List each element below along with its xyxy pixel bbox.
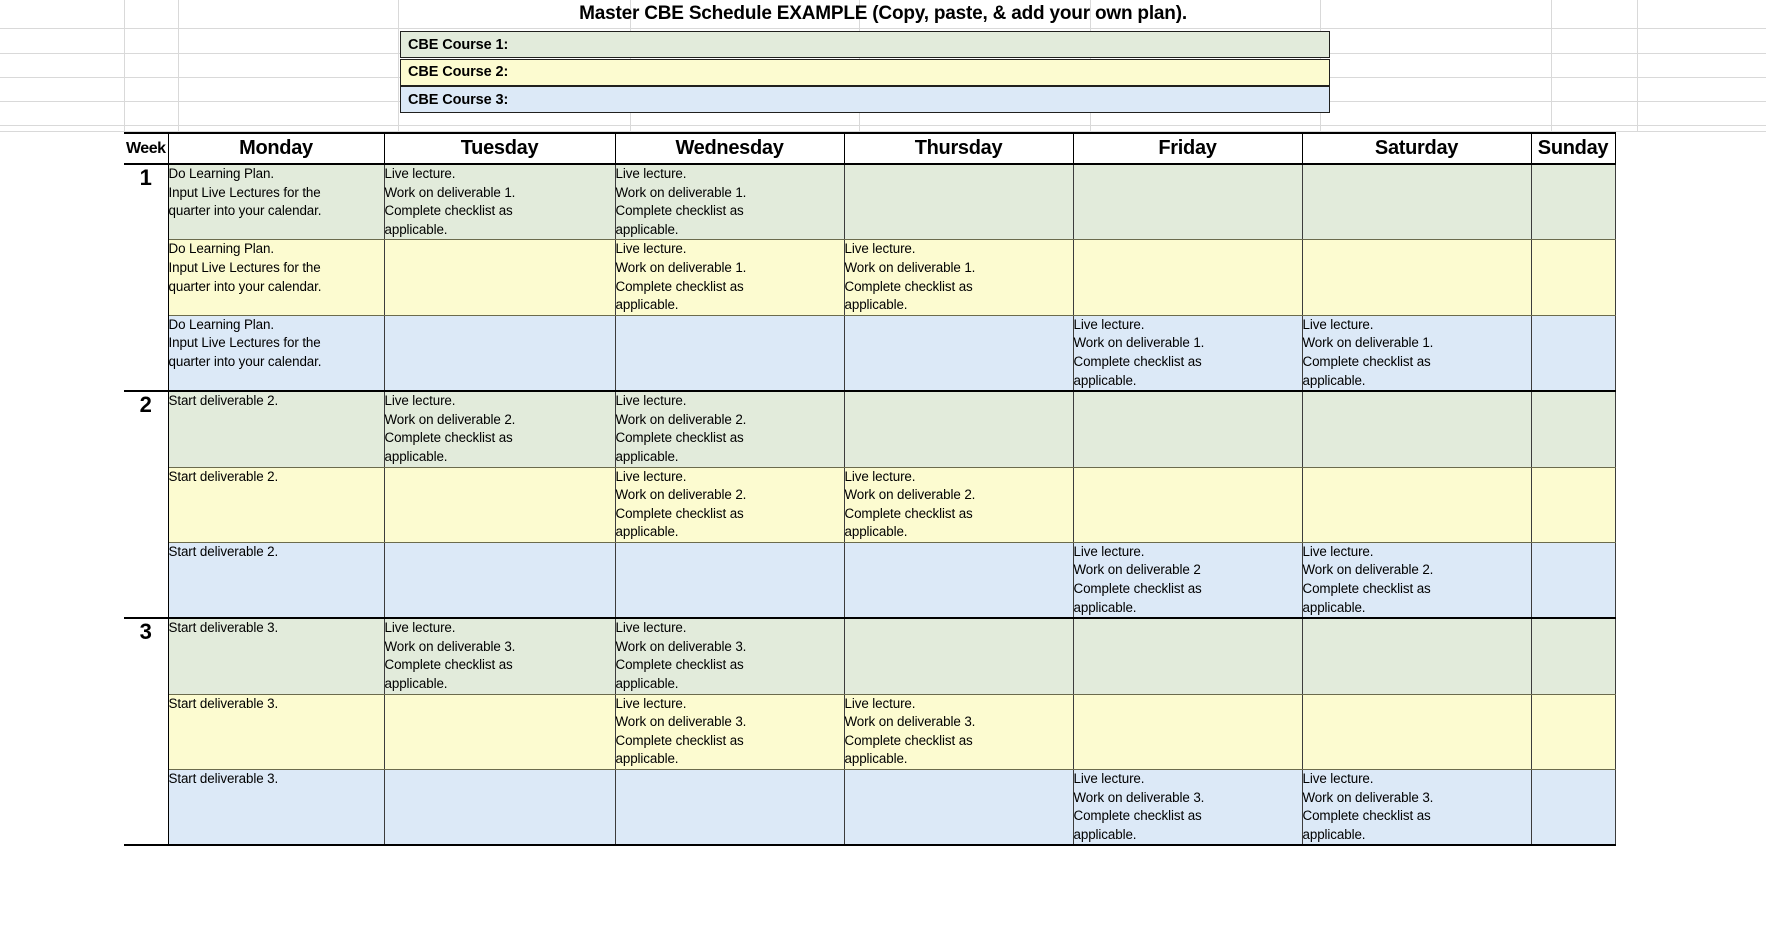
- page-title: Master CBE Schedule EXAMPLE (Copy, paste, & add your own plan).: [579, 3, 1187, 24]
- course-legend-1[interactable]: [400, 31, 1330, 58]
- cell-text-line: Live lecture.: [1073, 316, 1145, 332]
- schedule-cell-tuesday[interactable]: [384, 618, 615, 694]
- cell-text-line: applicable.: [1073, 599, 1137, 615]
- schedule-cell-saturday[interactable]: [1302, 542, 1531, 618]
- schedule-table-body: [124, 164, 1615, 845]
- schedule-cell-saturday[interactable]: [1302, 315, 1531, 391]
- course-legend-3[interactable]: [400, 86, 1330, 113]
- cell-text-line: Work on deliverable 2.: [844, 487, 976, 503]
- column-header-week: Week: [124, 133, 168, 164]
- cell-text-line: Work on deliverable 1.: [844, 259, 976, 275]
- cell-text-line: Start deliverable 3.: [168, 695, 279, 711]
- cell-text-line: Work on deliverable 1.: [1073, 335, 1205, 351]
- cell-text-line: Work on deliverable 3.: [844, 714, 976, 730]
- schedule-cell-friday[interactable]: [1073, 542, 1302, 618]
- cell-text-line: Work on deliverable 3.: [615, 638, 747, 654]
- cell-text-line: quarter into your calendar.: [168, 203, 322, 219]
- cell-text-line: Work on deliverable 1.: [1302, 335, 1434, 351]
- schedule-cell-saturday[interactable]: [1302, 240, 1531, 315]
- course-legend-2[interactable]: [400, 59, 1330, 86]
- schedule-cell-sunday[interactable]: [1531, 618, 1615, 694]
- cell-text-line: Input Live Lectures for the: [168, 335, 321, 351]
- cell-text-line: Work on deliverable 2.: [615, 487, 747, 503]
- cell-text-line: Live lecture.: [1302, 771, 1374, 786]
- schedule-cell-wednesday[interactable]: [615, 694, 844, 769]
- schedule-cell-friday[interactable]: [1073, 315, 1302, 391]
- cell-text-line: Complete checklist as: [384, 203, 513, 219]
- column-header-thursday: Thursday: [844, 133, 1073, 164]
- column-header-tuesday: Tuesday: [384, 133, 615, 164]
- cell-text-line: Complete checklist as: [844, 732, 973, 748]
- gridline-horizontal: [0, 28, 1766, 29]
- cell-text-line: Live lecture.: [1073, 771, 1145, 786]
- cell-text-line: Complete checklist as: [1302, 808, 1431, 824]
- cell-text-line: applicable.: [1302, 826, 1366, 842]
- column-header-wednesday: Wednesday: [615, 133, 844, 164]
- schedule-cell-friday[interactable]: [1073, 164, 1302, 240]
- cell-text-line: Complete checklist as: [1302, 353, 1431, 369]
- schedule-table: [124, 132, 1616, 846]
- cell-text-line: Complete checklist as: [615, 430, 744, 446]
- cell-text-line: Live lecture.: [1073, 543, 1145, 559]
- schedule-cell-saturday[interactable]: [1302, 770, 1531, 846]
- cell-text-line: applicable.: [844, 297, 908, 313]
- schedule-cell-thursday[interactable]: [844, 618, 1073, 694]
- cell-text-line: Work on deliverable 3.: [1302, 789, 1434, 805]
- cell-text-line: Work on deliverable 3.: [615, 714, 747, 730]
- cell-text-line: Work on deliverable 1.: [615, 259, 747, 275]
- cell-text-line: Work on deliverable 2.: [615, 411, 747, 427]
- cell-text-line: Complete checklist as: [615, 203, 744, 219]
- cell-text-line: Live lecture.: [615, 241, 687, 257]
- schedule-cell-tuesday[interactable]: [384, 164, 615, 240]
- schedule-cell-friday[interactable]: [1073, 240, 1302, 315]
- cell-text-line: Start deliverable 3.: [168, 620, 279, 636]
- cell-text-line: applicable.: [1073, 372, 1137, 388]
- schedule-cell-monday[interactable]: [168, 542, 384, 618]
- schedule-cell-monday[interactable]: [168, 618, 384, 694]
- cell-text-line: Start deliverable 2.: [168, 543, 279, 559]
- cell-text-line: Complete checklist as: [1073, 808, 1202, 824]
- schedule-cell-monday[interactable]: [168, 240, 384, 315]
- schedule-cell-saturday[interactable]: [1302, 694, 1531, 769]
- week-number-cell: 2: [124, 391, 168, 618]
- schedule-cell-thursday[interactable]: [844, 542, 1073, 618]
- cell-text-line: Live lecture.: [615, 695, 687, 711]
- cell-text-line: Do Learning Plan.: [168, 316, 274, 332]
- cell-text-line: Complete checklist as: [1302, 581, 1431, 597]
- cell-text-line: Live lecture.: [615, 468, 687, 484]
- schedule-cell-sunday[interactable]: [1531, 467, 1615, 542]
- cell-text-line: Complete checklist as: [615, 657, 744, 673]
- cell-text-line: Complete checklist as: [384, 430, 513, 446]
- cell-text-line: Work on deliverable 3.: [1073, 789, 1205, 805]
- schedule-cell-saturday[interactable]: [1302, 618, 1531, 694]
- schedule-cell-thursday[interactable]: [844, 164, 1073, 240]
- cell-text-line: Start deliverable 3.: [168, 771, 279, 786]
- schedule-cell-thursday[interactable]: [844, 391, 1073, 467]
- cell-text-line: Live lecture.: [615, 393, 687, 409]
- schedule-cell-wednesday[interactable]: [615, 391, 844, 467]
- schedule-row: [124, 164, 1615, 240]
- schedule-cell-monday[interactable]: [168, 315, 384, 391]
- header-row: [124, 133, 1615, 164]
- column-header-sunday: Sunday: [1531, 133, 1615, 164]
- cell-text-line: applicable.: [844, 524, 908, 540]
- schedule-row: [124, 467, 1615, 542]
- schedule-cell-tuesday[interactable]: [384, 467, 615, 542]
- schedule-cell-monday[interactable]: [168, 391, 384, 467]
- schedule-cell-thursday[interactable]: [844, 315, 1073, 391]
- cell-text-line: Live lecture.: [844, 695, 916, 711]
- schedule-cell-thursday[interactable]: [844, 240, 1073, 315]
- cell-text-line: applicable.: [615, 524, 679, 540]
- cell-text-line: Complete checklist as: [615, 278, 744, 294]
- cell-text-line: Live lecture.: [1302, 316, 1374, 332]
- schedule-cell-monday[interactable]: [168, 770, 384, 846]
- cell-text-line: Live lecture.: [844, 241, 916, 257]
- schedule-cell-thursday[interactable]: [844, 770, 1073, 846]
- cell-text-line: quarter into your calendar.: [168, 278, 322, 294]
- cell-text-line: Complete checklist as: [1073, 581, 1202, 597]
- cell-text-line: applicable.: [384, 221, 448, 237]
- schedule-cell-tuesday[interactable]: [384, 542, 615, 618]
- schedule-cell-wednesday[interactable]: [615, 240, 844, 315]
- week-number-cell: 1: [124, 164, 168, 391]
- cell-text-line: quarter into your calendar.: [168, 353, 322, 369]
- schedule-cell-sunday[interactable]: [1531, 391, 1615, 467]
- gridline-horizontal: [0, 125, 1766, 126]
- week-number-cell: 3: [124, 618, 168, 845]
- schedule-row: [124, 391, 1615, 467]
- cell-text-line: Start deliverable 2.: [168, 468, 279, 484]
- schedule-table-header: [124, 133, 1615, 164]
- schedule-row: [124, 240, 1615, 315]
- cell-text-line: Live lecture.: [615, 620, 687, 636]
- schedule-cell-tuesday[interactable]: [384, 770, 615, 846]
- column-header-friday: Friday: [1073, 133, 1302, 164]
- cell-text-line: applicable.: [615, 751, 679, 767]
- schedule-cell-sunday[interactable]: [1531, 694, 1615, 769]
- schedule-cell-wednesday[interactable]: [615, 467, 844, 542]
- cell-text-line: Live lecture.: [615, 166, 687, 181]
- column-header-monday: Monday: [168, 133, 384, 164]
- cell-text-line: Complete checklist as: [384, 657, 513, 673]
- cell-text-line: Live lecture.: [384, 393, 456, 409]
- schedule-cell-sunday[interactable]: [1531, 164, 1615, 240]
- cell-text-line: Complete checklist as: [615, 505, 744, 521]
- cell-text-line: Input Live Lectures for the: [168, 184, 321, 200]
- cell-text-line: Live lecture.: [384, 620, 456, 636]
- cell-text-line: applicable.: [615, 448, 679, 464]
- schedule-cell-thursday[interactable]: [844, 467, 1073, 542]
- schedule-cell-friday[interactable]: [1073, 770, 1302, 846]
- schedule-row: [124, 618, 1615, 694]
- schedule-cell-thursday[interactable]: [844, 694, 1073, 769]
- course-legend-1-label: CBE Course 1:: [408, 36, 509, 53]
- schedule-cell-wednesday[interactable]: [615, 164, 844, 240]
- schedule-cell-sunday[interactable]: [1531, 770, 1615, 846]
- cell-text-line: applicable.: [844, 751, 908, 767]
- schedule-cell-friday[interactable]: [1073, 618, 1302, 694]
- schedule-cell-wednesday[interactable]: [615, 542, 844, 618]
- cell-text-line: Complete checklist as: [844, 278, 973, 294]
- cell-text-line: Complete checklist as: [844, 505, 973, 521]
- schedule-row: [124, 542, 1615, 618]
- cell-text-line: applicable.: [384, 676, 448, 692]
- sheet-title-row: [0, 0, 1766, 28]
- cell-text-line: Work on deliverable 1.: [615, 184, 747, 200]
- schedule-cell-friday[interactable]: [1073, 694, 1302, 769]
- schedule-cell-wednesday[interactable]: [615, 618, 844, 694]
- cell-text-line: Start deliverable 2.: [168, 393, 279, 409]
- schedule-cell-friday[interactable]: [1073, 391, 1302, 467]
- column-header-saturday: Saturday: [1302, 133, 1531, 164]
- cell-text-line: applicable.: [1302, 599, 1366, 615]
- cell-text-line: Work on deliverable 2.: [1302, 562, 1434, 578]
- course-legend-3-label: CBE Course 3:: [408, 91, 509, 108]
- schedule-cell-saturday[interactable]: [1302, 164, 1531, 240]
- schedule-cell-friday[interactable]: [1073, 467, 1302, 542]
- schedule-cell-saturday[interactable]: [1302, 467, 1531, 542]
- schedule-cell-wednesday[interactable]: [615, 315, 844, 391]
- cell-text-line: Work on deliverable 2: [1073, 562, 1201, 578]
- schedule-cell-tuesday[interactable]: [384, 694, 615, 769]
- schedule-cell-monday[interactable]: [168, 164, 384, 240]
- schedule-cell-monday[interactable]: [168, 694, 384, 769]
- cell-text-line: Input Live Lectures for the: [168, 259, 321, 275]
- cell-text-line: applicable.: [615, 297, 679, 313]
- schedule-cell-tuesday[interactable]: [384, 315, 615, 391]
- cell-text-line: applicable.: [615, 221, 679, 237]
- cell-text-line: Complete checklist as: [1073, 353, 1202, 369]
- cell-text-line: applicable.: [615, 676, 679, 692]
- cell-text-line: Do Learning Plan.: [168, 241, 274, 257]
- cell-text-line: Work on deliverable 3.: [384, 638, 516, 654]
- cell-text-line: applicable.: [1073, 826, 1137, 842]
- schedule-cell-tuesday[interactable]: [384, 391, 615, 467]
- course-legend-2-label: CBE Course 2:: [408, 64, 509, 80]
- cell-text-line: applicable.: [1302, 372, 1366, 388]
- cell-text-line: Complete checklist as: [615, 732, 744, 748]
- schedule-row: [124, 315, 1615, 391]
- cell-text-line: Live lecture.: [844, 468, 916, 484]
- schedule-cell-saturday[interactable]: [1302, 391, 1531, 467]
- schedule-cell-monday[interactable]: [168, 467, 384, 542]
- cell-text-line: applicable.: [384, 448, 448, 464]
- cell-text-line: Work on deliverable 1.: [384, 184, 516, 200]
- schedule-cell-sunday[interactable]: [1531, 542, 1615, 618]
- schedule-row: [124, 694, 1615, 769]
- cell-text-line: Live lecture.: [1302, 543, 1374, 559]
- cell-text-line: Live lecture.: [384, 166, 456, 181]
- schedule-row: [124, 770, 1615, 846]
- cell-text-line: Work on deliverable 2.: [384, 411, 516, 427]
- schedule-cell-sunday[interactable]: [1531, 240, 1615, 315]
- schedule-cell-tuesday[interactable]: [384, 240, 615, 315]
- schedule-cell-wednesday[interactable]: [615, 770, 844, 846]
- schedule-cell-sunday[interactable]: [1531, 315, 1615, 391]
- cell-text-line: Do Learning Plan.: [168, 166, 274, 181]
